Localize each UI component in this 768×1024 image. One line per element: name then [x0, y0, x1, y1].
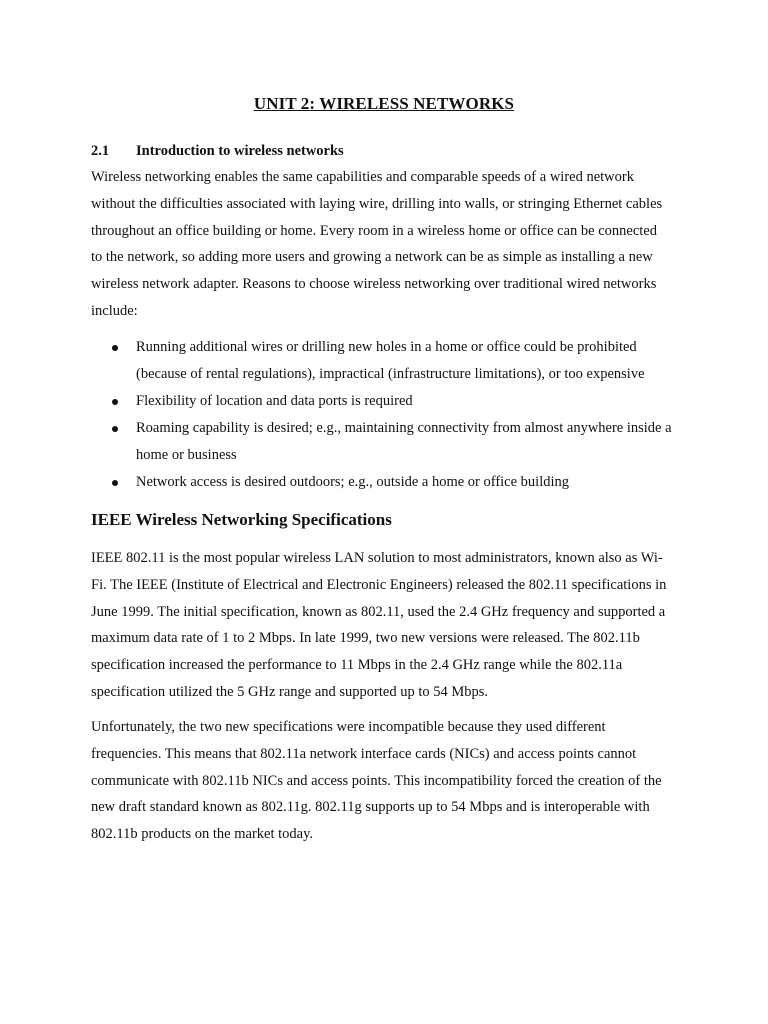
bullet-icon — [112, 399, 118, 405]
list-item-text: Roaming capability is desired; e.g., maintaining connectivity from almost anywhere inside a home or business — [136, 420, 672, 463]
list-item — [91, 469, 691, 496]
list-item — [91, 415, 691, 469]
bullet-icon — [112, 345, 118, 351]
reasons-list — [91, 334, 691, 496]
list-item — [91, 334, 691, 388]
section-heading-text: Introduction to wireless networks — [136, 143, 344, 159]
list-item-text: Running additional wires or drilling new holes in a home or office could be prohibited (because of rental regulations), impractical (infrastructure limitations), or too expensive — [136, 339, 645, 382]
section-number: 2.1 — [91, 143, 110, 159]
bullet-icon — [112, 426, 118, 432]
list-item-text: Network access is desired outdoors; e.g., outside a home or office building — [136, 474, 570, 490]
intro-paragraph: Wireless networking enables the same capabilities and comparable speeds of a wired network without the difficulties associated with laying wire, drilling into walls, or stringing Ethernet cables throughout an office building or home. Every room in a wireless home or office can be connected to the network, so adding more users and growing a network can be as simple as installing a new wireless network adapter. Reasons to choose wireless networking over traditional wired networks include: — [91, 169, 663, 319]
page-title: UNIT 2: WIRELESS NETWORKS — [253, 94, 515, 113]
list-item-text: Flexibility of location and data ports is required — [136, 393, 413, 409]
bullet-icon — [112, 480, 118, 486]
section-heading — [91, 143, 344, 160]
specs-paragraph-2: Unfortunately, the two new specifications were incompatible because they used different frequencies. This means that 802.11a network interface cards (NICs) and access points cannot communicate with 802.11b NICs and access points. This incompatibility forced the creation of the new draft standard known as 802.11g. 802.11g supports up to 54 Mbps and is interoperable with 802.11b products on the market today. — [91, 719, 662, 843]
specs-heading: IEEE Wireless Networking Specifications — [91, 510, 392, 529]
list-item — [91, 388, 691, 415]
specs-paragraph-1: IEEE 802.11 is the most popular wireless LAN solution to most administrators, known also as Wi-Fi. The IEEE (Institute of Electrical and Electronic Engineers) released the 802.11 specifications in June 1999. The initial specification, known as 802.11, used the 2.4 GHz frequency and supported a maximum data rate of 1 to 2 Mbps. In late 1999, two new versions were released. The 802.11b specification increased the performance to 11 Mbps in the 2.4 GHz range while the 802.11a specification utilized the 5 GHz range and supported up to 54 Mbps. — [91, 550, 667, 700]
